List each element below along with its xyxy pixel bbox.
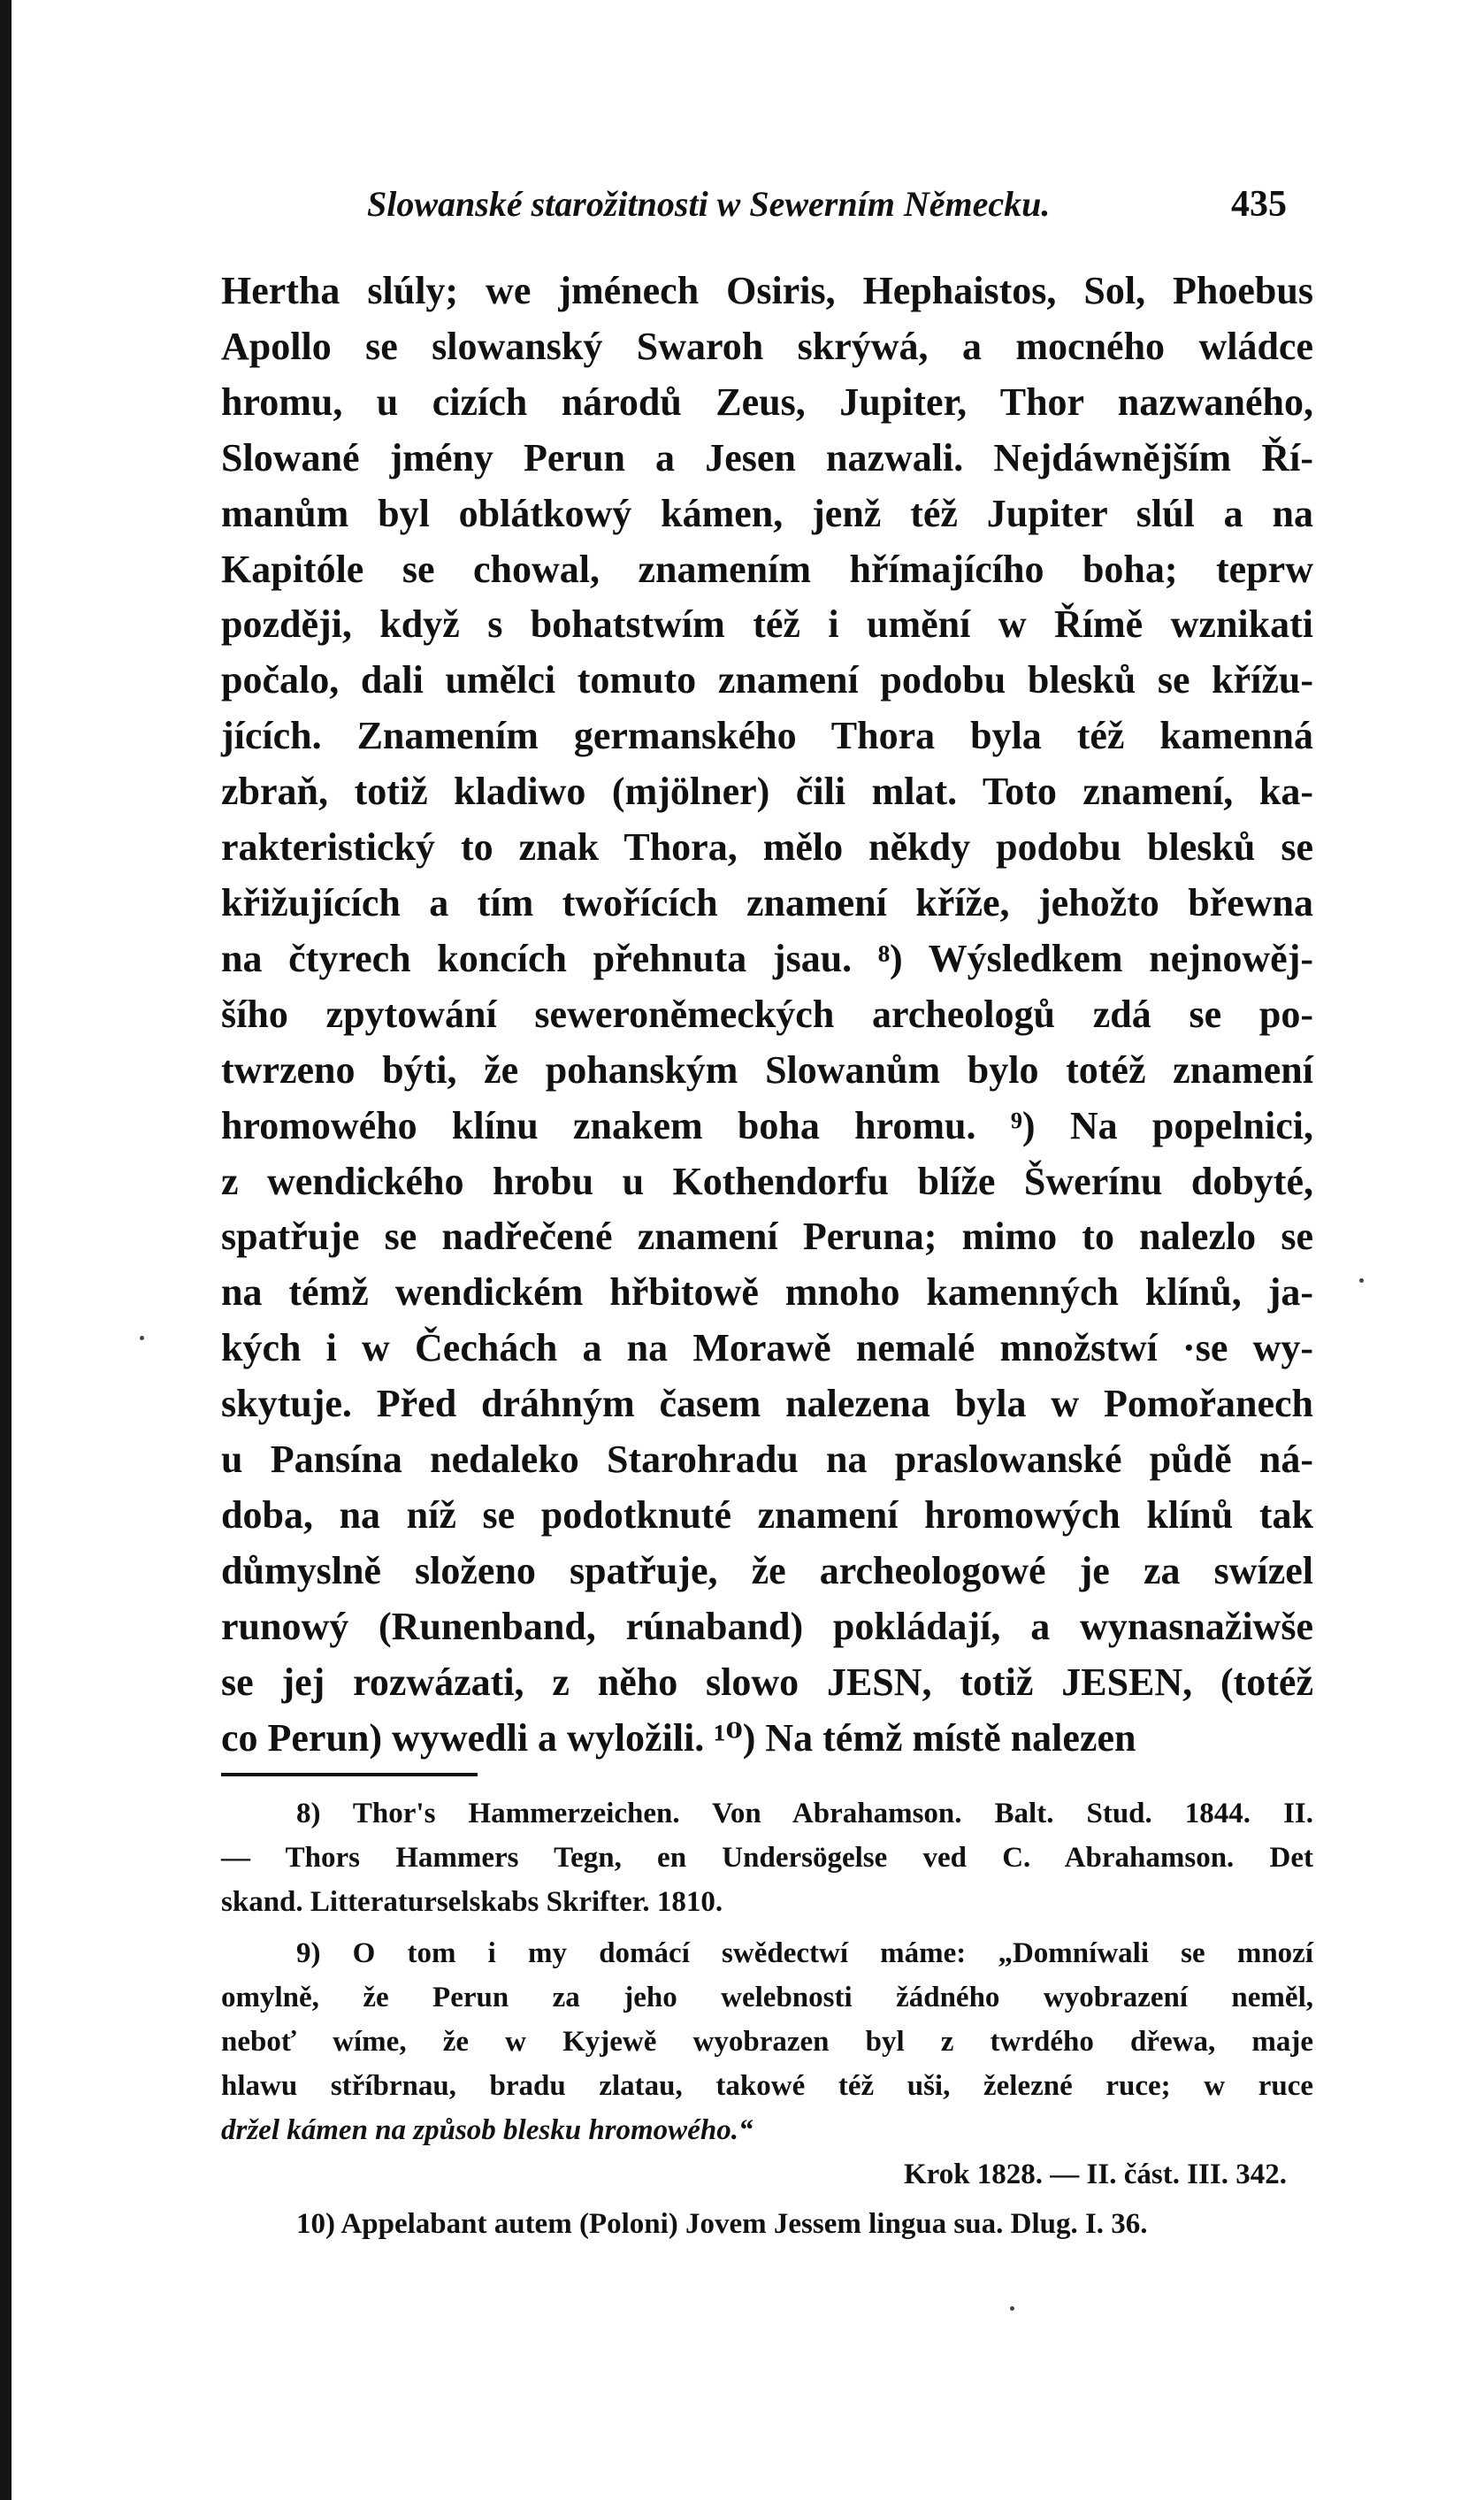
footnote-10-line: 10) Appelabant autem (Poloni) Jovem Jessem lingua sua. Dlug. I. 36. [296,2208,1148,2240]
body-line: manům byl oblátkowý kámen, jenž též Jupiter slúl a na [221,491,1313,535]
scan-page-edge [0,0,11,2500]
footnote-9-line: hlawu stříbrnau, bradu zlatau, takowé též uši, železné ruce; w ruce [221,2070,1313,2102]
footnote-separator-rule [221,1773,478,1776]
body-line: spatřuje se nadřečené znamení Peruna; mimo to nalezlo se [221,1215,1313,1259]
footnote-9-line: omylně, že Perun za jeho welebnosti žádného wyobrazení neměl, [221,1982,1313,2013]
footnotes [221,1791,1313,2246]
body-line: runowý (Runenband, rúnaband) pokládají, a wynasnažiwše [221,1604,1313,1648]
body-line: se jej rozwázati, z něho slowo JESN, totiž JESEN, (totéž [221,1660,1313,1704]
body-line: šího zpytowání seweroněmeckých archeologů zdá se po- [221,992,1313,1036]
footnote-9-source: Krok 1828. — II. část. III. 342. [903,2159,1287,2190]
body-line: křižujících a tím twořících znamení kříže, jehožto břewna [221,880,1313,924]
body-line: co Perun) wywedli a wyložili. ¹⁰) Na témž místě nalezen [221,1715,1136,1760]
body-line: twrzeno býti, že pohanským Slowanům bylo totéž znamení [221,1047,1313,1092]
body-line: důmyslně složeno spatřuje, že archeologowé je za swízel [221,1548,1313,1592]
footnote-8-line: 8) Thor's Hammerzeichen. Von Abrahamson. Balt. Stud. 1844. II. [296,1798,1313,1829]
footnote-8-line: skand. Litteraturselskabs Skrifter. 1810. [221,1886,723,1918]
scan-speck [1010,2306,1014,2311]
body-line: Hertha slúly; we jménech Osiris, Hephaistos, Sol, Phoebus [221,269,1313,312]
body-text [221,264,1313,1766]
body-line: Kapitóle se chowal, znamením hřímajícího boha; teprw [221,547,1313,591]
footnote-8-line: — Thors Hammers Tegn, en Undersögelse ved C. Abrahamson. Det [221,1842,1313,1874]
body-line: Apollo se slowanský Swaroh skrýwá, a mocného wládce [221,324,1313,368]
footnote-9-line: neboť wíme, že w Kyjewě wyobrazen byl z twrdého dřewa, maje [221,2026,1313,2058]
scan-speck [140,1336,144,1340]
body-line: hromu, u cizích národů Zeus, Jupiter, Thor nazwaného, [221,380,1313,424]
body-line: na čtyrech koncích přehnuta jsau. ⁸) Wýsledkem nejnowěj- [221,936,1313,980]
body-line: později, když s bohatstwím též i umění w Římě wznikati [221,602,1313,647]
footnote-9-italic-line: držel kámen na způsob blesku hromowého.“ [221,2114,753,2146]
body-line: z wendického hrobu u Kothendorfu blíže Šwerínu dobyté, [221,1159,1313,1203]
body-line: na témž wendickém hřbitowě mnoho kamenných klínů, ja- [221,1270,1313,1315]
body-line: hromowého klínu znakem boha hromu. ⁹) Na popelnici, [221,1103,1313,1147]
page-number: 435 [1231,184,1287,225]
body-line: kých i w Čechách a na Morawě nemalé množstwí ·se wy- [221,1326,1313,1370]
body-line: jících. Znamením germanského Thora byla též kamenná [221,714,1313,758]
footnote-9-line: 9) O tom i my domácí swědectwí máme: „Domníwali se mnozí [296,1937,1313,1969]
body-line: počalo, dali umělci tomuto znamení podobu blesků se křížu- [221,658,1313,702]
body-line: rakteristický to znak Thora, mělo někdy podobu blesků se [221,825,1313,870]
body-line: doba, na níž se podotknuté znamení hromowých klínů tak [221,1492,1313,1537]
scan-speck [1359,1278,1364,1283]
page-header [367,175,1287,237]
running-head: Slowanské starožitnosti w Sewerním Německu. [367,184,1051,224]
body-line: skytuje. Před dráhným časem nalezena byla w Pomořanech [221,1382,1313,1426]
body-line: u Pansína nedaleko Starohradu na praslowanské půdě ná- [221,1438,1313,1482]
body-line: zbraň, totiž kladiwo (mjölner) čili mlat. Toto znamení, ka- [221,770,1313,814]
body-line: Slowané jmény Perun a Jesen nazwali. Nejdáwnějším Ří- [221,435,1313,479]
